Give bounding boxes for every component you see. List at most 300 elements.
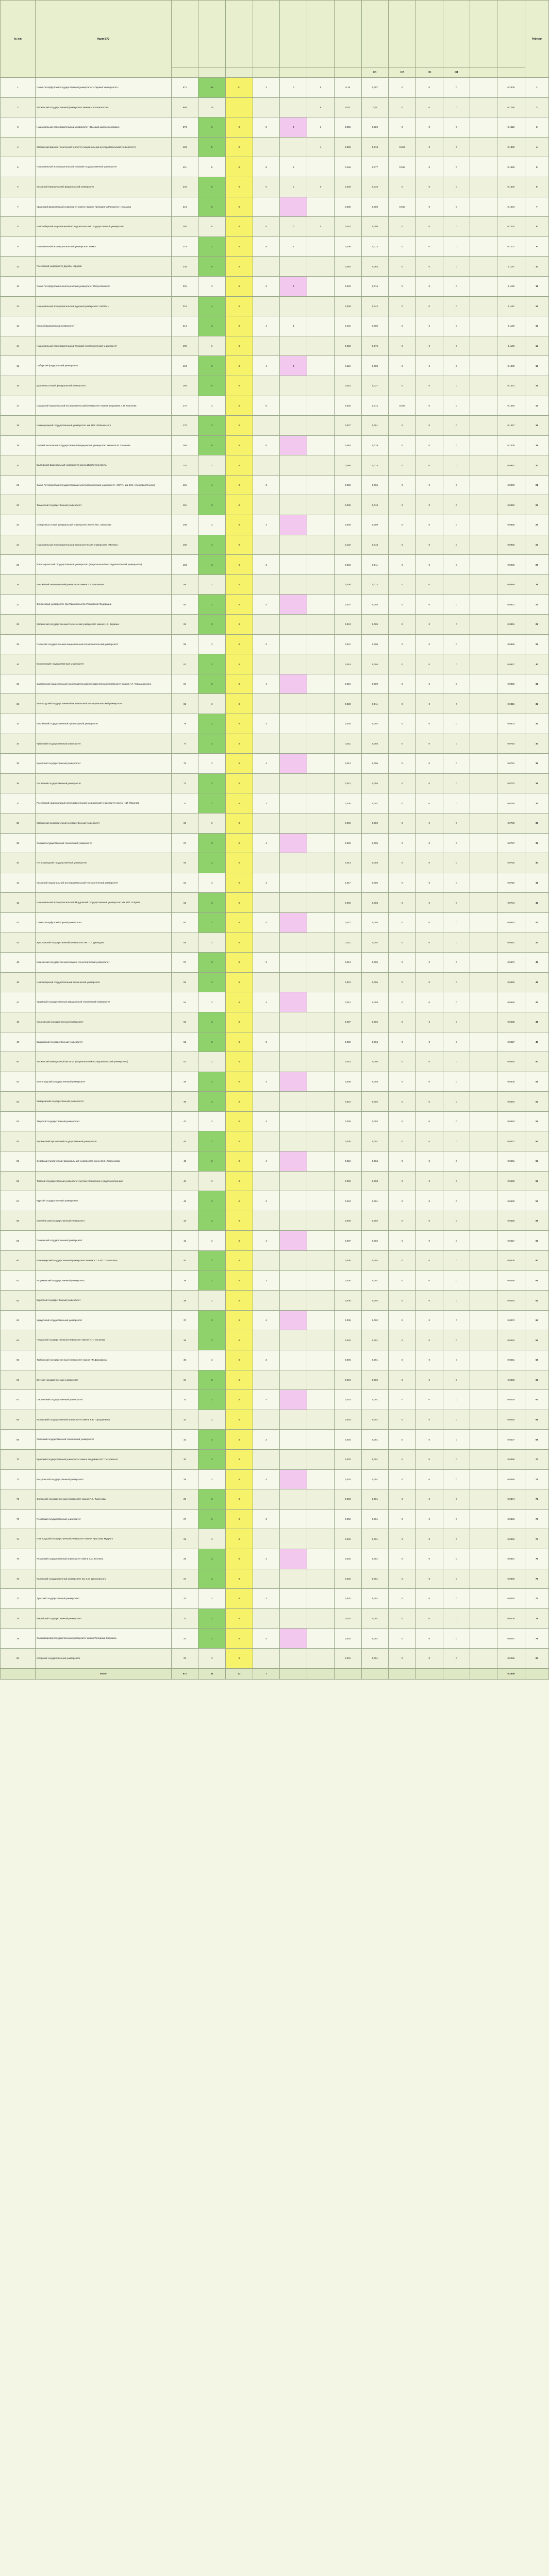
value-cell[interactable]: 8 xyxy=(226,1032,253,1052)
value-cell[interactable]: 0,146 xyxy=(334,157,361,177)
value-cell[interactable]: 0,034 xyxy=(361,177,389,197)
rating-cell[interactable]: 26 xyxy=(525,574,548,595)
value-cell[interactable]: 0 xyxy=(415,634,443,654)
row-number[interactable]: 7 xyxy=(1,197,36,217)
row-number[interactable]: 6 xyxy=(1,177,36,197)
row-number[interactable]: 33 xyxy=(1,714,36,734)
row-number[interactable]: 75 xyxy=(1,1549,36,1569)
value-cell[interactable]: 0,0671 xyxy=(497,953,525,973)
value-cell[interactable]: 0,003 xyxy=(361,992,389,1012)
value-cell[interactable] xyxy=(253,734,280,754)
value-cell[interactable] xyxy=(470,813,497,833)
value-cell[interactable]: 53 xyxy=(171,1012,198,1032)
value-cell[interactable]: 172 xyxy=(171,396,198,416)
university-name[interactable]: Новосибирский национальный исследовательский государственный университет xyxy=(36,217,172,237)
value-cell[interactable]: 0 xyxy=(443,356,470,376)
value-cell[interactable]: 0 xyxy=(415,1350,443,1370)
university-name[interactable]: Национальный исследовательский Мордовский государственный университет им. Н.П. Огарёва xyxy=(36,893,172,913)
value-cell[interactable]: 0 xyxy=(389,475,416,495)
value-cell[interactable]: 0,006 xyxy=(361,972,389,992)
value-cell[interactable] xyxy=(307,1390,335,1410)
value-cell[interactable]: 0,008 xyxy=(361,356,389,376)
row-number[interactable]: 64 xyxy=(1,1330,36,1350)
value-cell[interactable] xyxy=(470,1291,497,1311)
value-cell[interactable]: 0 xyxy=(389,1629,416,1649)
rating-cell[interactable]: 1 xyxy=(525,78,548,98)
value-cell[interactable]: 0 xyxy=(389,912,416,933)
value-cell[interactable]: 0 xyxy=(443,1012,470,1032)
value-cell[interactable]: 0 xyxy=(389,1370,416,1390)
value-cell[interactable]: 0,002 xyxy=(361,1370,389,1390)
value-cell[interactable]: 5 xyxy=(253,435,280,455)
value-cell[interactable] xyxy=(470,1032,497,1052)
value-cell[interactable]: 0 xyxy=(415,78,443,98)
value-cell[interactable]: 3 xyxy=(198,1489,226,1510)
value-cell[interactable]: 8 xyxy=(253,117,280,138)
value-cell[interactable]: 8 xyxy=(226,416,253,436)
value-cell[interactable]: 0,002 xyxy=(361,1092,389,1112)
value-cell[interactable]: 8 xyxy=(226,634,253,654)
header-col-2[interactable] xyxy=(198,1,226,68)
value-cell[interactable]: 0 xyxy=(443,376,470,396)
value-cell[interactable] xyxy=(307,455,335,476)
value-cell[interactable] xyxy=(470,177,497,197)
value-cell[interactable]: 0 xyxy=(389,515,416,535)
value-cell[interactable]: 0 xyxy=(415,177,443,197)
value-cell[interactable]: 0,056 xyxy=(334,117,361,138)
value-cell[interactable]: 8 xyxy=(226,336,253,356)
value-cell[interactable]: 103 xyxy=(171,555,198,575)
rating-cell[interactable]: 62 xyxy=(525,1291,548,1311)
value-cell[interactable]: 0 xyxy=(415,1569,443,1589)
value-cell[interactable]: 0 xyxy=(415,117,443,138)
value-cell[interactable]: 3 xyxy=(253,276,280,296)
value-cell[interactable] xyxy=(307,1589,335,1609)
value-cell[interactable]: 8 xyxy=(226,1569,253,1589)
value-cell[interactable] xyxy=(307,296,335,316)
value-cell[interactable]: 0 xyxy=(415,1072,443,1092)
value-cell[interactable]: 3 xyxy=(198,416,226,436)
value-cell[interactable]: 0,024 xyxy=(334,217,361,237)
value-cell[interactable]: 0 xyxy=(389,893,416,913)
value-cell[interactable]: 0,016 xyxy=(389,197,416,217)
rating-cell[interactable]: 18 xyxy=(525,416,548,436)
value-cell[interactable]: 0,004 xyxy=(334,1191,361,1211)
value-cell[interactable] xyxy=(307,953,335,973)
value-cell[interactable] xyxy=(253,1092,280,1112)
value-cell[interactable]: 0 xyxy=(307,217,335,237)
rating-cell[interactable]: 12 xyxy=(525,296,548,316)
value-cell[interactable] xyxy=(280,535,307,555)
value-cell[interactable]: 0 xyxy=(415,435,443,455)
value-cell[interactable] xyxy=(470,1648,497,1668)
value-cell[interactable]: 0,061 xyxy=(361,416,389,436)
value-cell[interactable]: 8 xyxy=(226,893,253,913)
value-cell[interactable]: 3 xyxy=(198,714,226,734)
value-cell[interactable] xyxy=(307,1111,335,1131)
value-cell[interactable]: 3 xyxy=(198,1111,226,1131)
value-cell[interactable] xyxy=(470,515,497,535)
value-cell[interactable] xyxy=(470,1231,497,1251)
row-number[interactable]: 35 xyxy=(1,754,36,774)
value-cell[interactable]: 62 xyxy=(171,893,198,913)
value-cell[interactable]: 0,026 xyxy=(334,396,361,416)
university-name[interactable]: Владимирский государственный университет имени А.Г. и Н.Г. Столетовых xyxy=(36,1251,172,1271)
value-cell[interactable]: 0 xyxy=(415,137,443,157)
value-cell[interactable] xyxy=(253,654,280,674)
value-cell[interactable] xyxy=(307,1131,335,1151)
value-cell[interactable] xyxy=(253,1489,280,1510)
value-cell[interactable]: 0,006 xyxy=(334,813,361,833)
value-cell[interactable] xyxy=(280,873,307,893)
value-cell[interactable] xyxy=(280,197,307,217)
value-cell[interactable]: 3 xyxy=(198,1191,226,1211)
value-cell[interactable]: 0 xyxy=(415,455,443,476)
value-cell[interactable]: 8 xyxy=(226,833,253,853)
value-cell[interactable] xyxy=(307,1251,335,1271)
value-cell[interactable]: 0 xyxy=(415,574,443,595)
value-cell[interactable]: 30 xyxy=(171,1449,198,1469)
value-cell[interactable]: 8 xyxy=(226,1469,253,1489)
totals-cell[interactable] xyxy=(361,1668,389,1679)
value-cell[interactable]: 0,0848 xyxy=(497,634,525,654)
row-number[interactable]: 70 xyxy=(1,1449,36,1469)
row-number[interactable]: 41 xyxy=(1,873,36,893)
value-cell[interactable]: 0 xyxy=(443,1489,470,1510)
value-cell[interactable] xyxy=(253,296,280,316)
header-col-10[interactable] xyxy=(415,1,443,68)
value-cell[interactable]: 0 xyxy=(415,933,443,953)
value-cell[interactable]: 3 xyxy=(198,316,226,336)
value-cell[interactable]: 61 xyxy=(198,78,226,98)
value-cell[interactable]: 0,002 xyxy=(334,1608,361,1629)
value-cell[interactable]: 3 xyxy=(253,634,280,654)
value-cell[interactable]: 3 xyxy=(198,515,226,535)
value-cell[interactable]: 0,1130 xyxy=(497,316,525,336)
value-cell[interactable] xyxy=(307,1270,335,1291)
value-cell[interactable]: 0 xyxy=(389,495,416,515)
university-name[interactable]: Югорский государственный университет xyxy=(36,1648,172,1668)
value-cell[interactable]: 3 xyxy=(253,1430,280,1450)
value-cell[interactable]: 0 xyxy=(389,574,416,595)
value-cell[interactable] xyxy=(280,396,307,416)
university-name[interactable]: Московский физико-технический институт (национальный исследовательский университет) xyxy=(36,137,172,157)
value-cell[interactable]: 0 xyxy=(415,1489,443,1510)
value-cell[interactable]: 0 xyxy=(443,734,470,754)
row-number[interactable]: 24 xyxy=(1,535,36,555)
value-cell[interactable] xyxy=(470,1549,497,1569)
rating-cell[interactable]: 68 xyxy=(525,1410,548,1430)
value-cell[interactable]: 0,004 xyxy=(361,1151,389,1172)
value-cell[interactable] xyxy=(307,416,335,436)
value-cell[interactable] xyxy=(307,1549,335,1569)
value-cell[interactable] xyxy=(280,1032,307,1052)
value-cell[interactable]: 0,0792 xyxy=(497,734,525,754)
value-cell[interactable]: 8 xyxy=(226,1291,253,1311)
value-cell[interactable] xyxy=(470,1092,497,1112)
value-cell[interactable] xyxy=(307,197,335,217)
university-name[interactable]: Астраханский государственный университет xyxy=(36,1270,172,1291)
value-cell[interactable]: 89 xyxy=(171,634,198,654)
value-cell[interactable]: 0 xyxy=(443,276,470,296)
value-cell[interactable]: 0 xyxy=(389,1310,416,1330)
row-number[interactable]: 16 xyxy=(1,376,36,396)
value-cell[interactable]: 36 xyxy=(171,1330,198,1350)
totals-cell[interactable] xyxy=(389,1668,416,1679)
value-cell[interactable]: 0,007 xyxy=(334,1012,361,1032)
value-cell[interactable]: 8 xyxy=(253,157,280,177)
rating-cell[interactable]: 37 xyxy=(525,793,548,814)
totals-cell[interactable] xyxy=(307,1668,335,1679)
totals-cell[interactable]: 7 xyxy=(253,1668,280,1679)
row-number[interactable]: 37 xyxy=(1,793,36,814)
value-cell[interactable]: 0 xyxy=(443,1032,470,1052)
value-cell[interactable]: 0 xyxy=(389,455,416,476)
value-cell[interactable]: 0,006 xyxy=(334,1211,361,1231)
value-cell[interactable] xyxy=(307,873,335,893)
value-cell[interactable]: 3 xyxy=(198,236,226,257)
value-cell[interactable]: 0,018 xyxy=(389,396,416,416)
value-cell[interactable]: 45 xyxy=(171,1151,198,1172)
value-cell[interactable] xyxy=(307,1509,335,1529)
value-cell[interactable]: 3 xyxy=(253,714,280,734)
value-cell[interactable]: 3 xyxy=(198,1131,226,1151)
header-col-11[interactable] xyxy=(443,1,470,68)
value-cell[interactable] xyxy=(280,674,307,694)
value-cell[interactable]: 0,004 xyxy=(361,773,389,793)
value-cell[interactable]: 0 xyxy=(415,1032,443,1052)
value-cell[interactable]: 0 xyxy=(389,694,416,714)
value-cell[interactable]: 24 xyxy=(171,1569,198,1589)
rating-cell[interactable]: 50 xyxy=(525,1052,548,1072)
value-cell[interactable] xyxy=(280,1231,307,1251)
value-cell[interactable]: 3 xyxy=(198,1151,226,1172)
value-cell[interactable] xyxy=(470,117,497,138)
value-cell[interactable] xyxy=(470,416,497,436)
value-cell[interactable] xyxy=(280,1052,307,1072)
value-cell[interactable] xyxy=(470,674,497,694)
value-cell[interactable] xyxy=(253,1608,280,1629)
value-cell[interactable] xyxy=(253,1529,280,1549)
value-cell[interactable] xyxy=(470,1509,497,1529)
rating-cell[interactable]: 24 xyxy=(525,535,548,555)
value-cell[interactable]: 3 xyxy=(198,1350,226,1370)
value-cell[interactable]: 51 xyxy=(171,1052,198,1072)
rating-cell[interactable]: 73 xyxy=(525,1509,548,1529)
value-cell[interactable]: 0,014 xyxy=(334,754,361,774)
value-cell[interactable]: 3 xyxy=(198,1370,226,1390)
value-cell[interactable]: 3 xyxy=(198,1052,226,1072)
university-name[interactable]: Московский педагогический государственный университет xyxy=(36,813,172,833)
value-cell[interactable]: 0 xyxy=(443,475,470,495)
value-cell[interactable]: 8 xyxy=(226,455,253,476)
value-cell[interactable] xyxy=(307,1012,335,1032)
value-cell[interactable] xyxy=(307,157,335,177)
value-cell[interactable]: 3 xyxy=(198,1171,226,1191)
value-cell[interactable]: 0 xyxy=(389,1549,416,1569)
value-cell[interactable]: 8 xyxy=(226,1549,253,1569)
value-cell[interactable]: 0 xyxy=(415,356,443,376)
value-cell[interactable]: 0,001 xyxy=(361,1608,389,1629)
value-cell[interactable]: 0,001 xyxy=(361,1350,389,1370)
row-number[interactable]: 65 xyxy=(1,1350,36,1370)
value-cell[interactable]: 0 xyxy=(415,1270,443,1291)
value-cell[interactable] xyxy=(253,574,280,595)
value-cell[interactable]: 0,011 xyxy=(361,694,389,714)
value-cell[interactable]: 0 xyxy=(443,336,470,356)
value-cell[interactable]: 0,010 xyxy=(334,1092,361,1112)
value-cell[interactable]: 37 xyxy=(171,1310,198,1330)
value-cell[interactable]: 4 xyxy=(253,316,280,336)
value-cell[interactable]: 0,0561 xyxy=(497,1151,525,1172)
value-cell[interactable]: 0 xyxy=(415,793,443,814)
value-cell[interactable]: 0 xyxy=(389,1151,416,1172)
value-cell[interactable]: 3 xyxy=(198,853,226,873)
value-cell[interactable]: 0,1305 xyxy=(497,177,525,197)
header-col-8[interactable] xyxy=(361,1,389,68)
value-cell[interactable]: 0 xyxy=(389,754,416,774)
value-cell[interactable]: 87 xyxy=(171,654,198,674)
university-name[interactable]: Тамбовский государственный университет имени Г.Р. Державина xyxy=(36,1350,172,1370)
value-cell[interactable]: 4 xyxy=(253,992,280,1012)
value-cell[interactable]: 3 xyxy=(253,555,280,575)
value-cell[interactable]: 8 xyxy=(226,654,253,674)
value-cell[interactable]: 0 xyxy=(415,595,443,615)
value-cell[interactable] xyxy=(307,574,335,595)
value-cell[interactable]: 4 xyxy=(253,1310,280,1330)
university-name[interactable]: Ульяновский государственный университет xyxy=(36,1012,172,1032)
value-cell[interactable] xyxy=(253,97,280,117)
value-cell[interactable] xyxy=(470,773,497,793)
university-name[interactable]: Петрозаводский государственный университет xyxy=(36,853,172,873)
rating-cell[interactable]: 19 xyxy=(525,435,548,455)
value-cell[interactable] xyxy=(470,595,497,615)
value-cell[interactable]: 0,007 xyxy=(361,793,389,814)
value-cell[interactable]: 0,0572 xyxy=(497,1131,525,1151)
value-cell[interactable]: 0,077 xyxy=(361,157,389,177)
university-name[interactable]: Костромской государственный университет xyxy=(36,1469,172,1489)
value-cell[interactable]: 0 xyxy=(443,1211,470,1231)
value-cell[interactable]: 0 xyxy=(389,97,416,117)
value-cell[interactable]: 0 xyxy=(415,1608,443,1629)
value-cell[interactable]: 3 xyxy=(198,1648,226,1668)
value-cell[interactable]: 0,089 xyxy=(334,197,361,217)
value-cell[interactable]: 20 xyxy=(171,1648,198,1668)
value-cell[interactable] xyxy=(226,97,253,117)
value-cell[interactable]: 0 xyxy=(415,97,443,117)
value-cell[interactable] xyxy=(280,416,307,436)
value-cell[interactable]: 4 xyxy=(198,296,226,316)
value-cell[interactable]: 0 xyxy=(443,236,470,257)
value-cell[interactable]: 8 xyxy=(307,97,335,117)
value-cell[interactable]: 3 xyxy=(198,634,226,654)
value-cell[interactable] xyxy=(280,992,307,1012)
value-cell[interactable]: 3 xyxy=(253,475,280,495)
row-number[interactable]: 27 xyxy=(1,595,36,615)
value-cell[interactable]: 8 xyxy=(198,157,226,177)
row-number[interactable]: 48 xyxy=(1,1012,36,1032)
value-cell[interactable]: 0 xyxy=(443,574,470,595)
value-cell[interactable]: 0 xyxy=(443,1410,470,1430)
value-cell[interactable]: 0,1207 xyxy=(497,236,525,257)
value-cell[interactable]: 0 xyxy=(415,535,443,555)
value-cell[interactable]: 0 xyxy=(389,1052,416,1072)
value-cell[interactable]: 8 xyxy=(226,1350,253,1370)
value-cell[interactable]: 0,009 xyxy=(361,674,389,694)
value-cell[interactable]: 0,038 xyxy=(334,793,361,814)
row-number[interactable]: 45 xyxy=(1,953,36,973)
university-name[interactable]: Национальный исследовательский технологический университет «МИСиС» xyxy=(36,535,172,555)
university-name[interactable]: Тюменский государственный университет xyxy=(36,495,172,515)
value-cell[interactable]: 4 xyxy=(253,912,280,933)
value-cell[interactable]: 0,013 xyxy=(334,853,361,873)
value-cell[interactable]: 8 xyxy=(226,1370,253,1390)
university-name[interactable]: Уральский федеральный университет имени первого Президента России Б.Н. Ельцина xyxy=(36,197,172,217)
value-cell[interactable] xyxy=(307,257,335,277)
value-cell[interactable]: 0,001 xyxy=(361,1390,389,1410)
value-cell[interactable]: 0 xyxy=(389,217,416,237)
value-cell[interactable]: 0,012 xyxy=(361,396,389,416)
value-cell[interactable]: 0,001 xyxy=(361,1569,389,1589)
value-cell[interactable]: 0,003 xyxy=(361,1072,389,1092)
university-name[interactable]: Башкирский государственный университет xyxy=(36,1032,172,1052)
value-cell[interactable]: 0,1389 xyxy=(497,137,525,157)
value-cell[interactable]: 3 xyxy=(198,734,226,754)
value-cell[interactable] xyxy=(253,1211,280,1231)
value-cell[interactable]: 0,009 xyxy=(334,1032,361,1052)
value-cell[interactable]: 6 xyxy=(198,117,226,138)
university-name[interactable]: Балтийский федеральный университет имени Иммануила Канта xyxy=(36,455,172,476)
value-cell[interactable] xyxy=(307,276,335,296)
value-cell[interactable] xyxy=(307,1151,335,1172)
value-cell[interactable]: 0,101 xyxy=(334,316,361,336)
value-cell[interactable]: 0 xyxy=(415,1052,443,1072)
value-cell[interactable]: 0,001 xyxy=(361,1430,389,1450)
value-cell[interactable]: 0,1369 xyxy=(497,157,525,177)
value-cell[interactable]: 0 xyxy=(443,694,470,714)
value-cell[interactable]: 5 xyxy=(253,177,280,197)
value-cell[interactable]: 0,0451 xyxy=(497,1350,525,1370)
row-number[interactable]: 21 xyxy=(1,475,36,495)
row-number[interactable]: 3 xyxy=(1,117,36,138)
rating-cell[interactable]: 78 xyxy=(525,1608,548,1629)
value-cell[interactable]: 0,005 xyxy=(334,1251,361,1271)
rating-cell[interactable]: 56 xyxy=(525,1171,548,1191)
value-cell[interactable]: 0 xyxy=(415,276,443,296)
value-cell[interactable]: 0 xyxy=(415,1251,443,1271)
value-cell[interactable] xyxy=(307,1410,335,1430)
row-number[interactable]: 12 xyxy=(1,296,36,316)
row-number[interactable]: 80 xyxy=(1,1648,36,1668)
value-cell[interactable]: 0 xyxy=(415,734,443,754)
value-cell[interactable]: 0,1156 xyxy=(497,276,525,296)
value-cell[interactable]: 0 xyxy=(443,833,470,853)
value-cell[interactable]: 46 xyxy=(171,1131,198,1151)
value-cell[interactable]: 0 xyxy=(443,515,470,535)
rating-cell[interactable]: 55 xyxy=(525,1151,548,1172)
value-cell[interactable]: 0,029 xyxy=(334,475,361,495)
value-cell[interactable]: 0,0737 xyxy=(497,833,525,853)
value-cell[interactable]: 0 xyxy=(415,197,443,217)
value-cell[interactable]: 4 xyxy=(307,137,335,157)
row-number[interactable]: 47 xyxy=(1,992,36,1012)
rating-cell[interactable]: 74 xyxy=(525,1529,548,1549)
value-cell[interactable]: 8 xyxy=(226,495,253,515)
row-number[interactable]: 55 xyxy=(1,1151,36,1172)
value-cell[interactable]: 0,0528 xyxy=(497,1211,525,1231)
university-name[interactable]: Кемеровский государственный университет xyxy=(36,1092,172,1112)
value-cell[interactable]: 0 xyxy=(389,1251,416,1271)
